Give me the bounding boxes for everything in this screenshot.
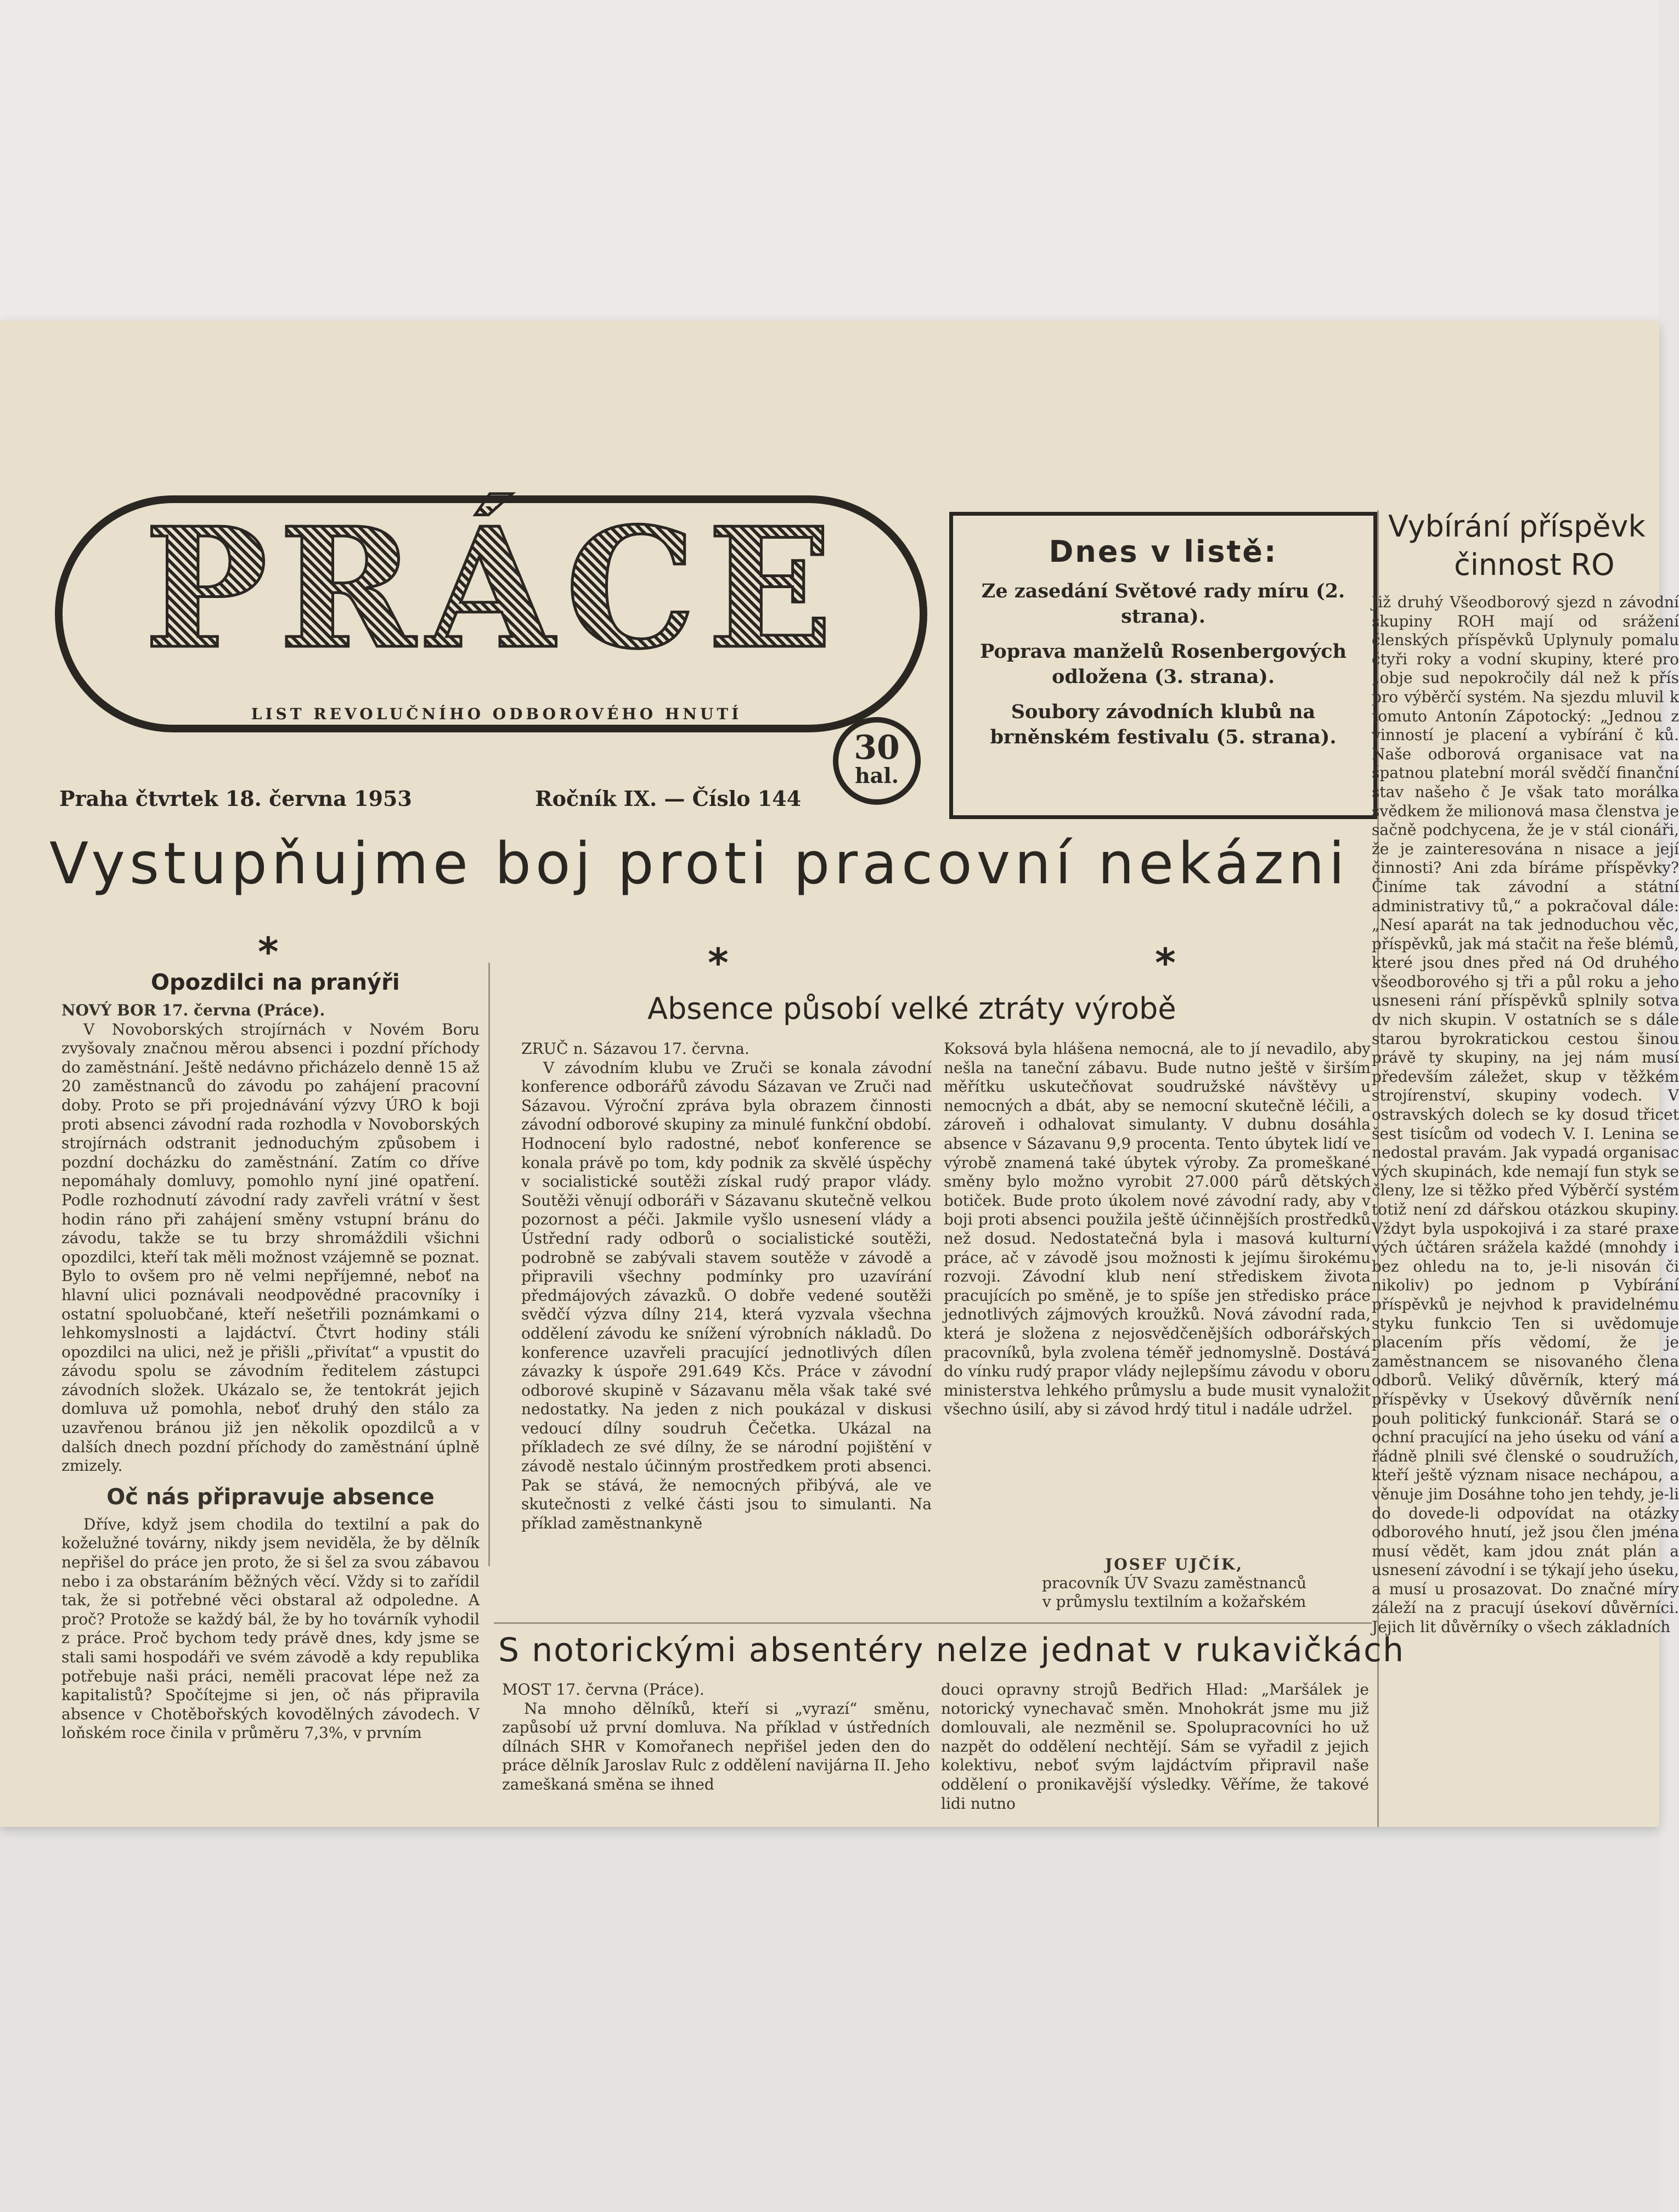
- center-article-text-b: Koksová byla hlášena nemocná, ale to jí nevadilo, aby nešla na taneční zábavu. Bude nutno ještě v širším měřítku uskutečňovat soudružské návštěvy u nemocných a dbát, aby se nemocní skutečně léčili, a zároveň i odhalovat simulanty. V dubnu dosáhla absence v Sázavanu 9,9 procenta. Tento úbytek lidí ve výrobě znamená také úbytek výroby. Za promeškané směny bylo možno vyrobit 27.000 párů dětských botiček. Bude proto úkolem nové závodní rady, aby v boji proti absenci použila ještě účinnějších prostředků než dosud. Nedostatečná byla i masová kulturní práce, ač v závodě jsou možnosti k jejímu širokému rozvoji. Závodní klub není střediskem života pracujících po směně, je to spíše jen středisko práce jednotlivých zájmových kroužků. Nová závodní rada, která je složena z nejosvědčenějších odborářských pracovníků, byla zvolena téměř jednomyslně. Dostává do vínku rudý prapor vlády nejlepšímu závodu v oboru ministerstva lehkého průmyslu a bude musit vynaložit všechno úsilí, aby si závod hrdý titul i nadále udržel.: [944, 1040, 1371, 1419]
- right-article-body: [1372, 593, 1679, 1827]
- table-background-top: [0, 0, 1659, 329]
- right-headline-line-2: činnost RO: [1454, 548, 1615, 582]
- contents-item: Ze zasedání Světové rady míru (2. strana).: [981, 580, 1345, 628]
- contents-box: [949, 512, 1377, 819]
- bottom-article-column-1: [502, 1680, 930, 1796]
- center-article-column-2: [944, 1040, 1371, 1506]
- author-role: v průmyslu textilním a kožařském: [1042, 1593, 1306, 1611]
- section-rule: [494, 1622, 1372, 1624]
- center-article-column-1: [521, 1040, 932, 1566]
- price-value: 30: [854, 729, 900, 767]
- masthead-subtitle: LIST REVOLUČNÍHO ODBOROVÉHO HNUTÍ: [251, 705, 742, 723]
- author-role: pracovník ÚV Svazu zaměstnanců: [1042, 1574, 1306, 1592]
- right-article-headline: [1388, 507, 1674, 584]
- left-article-dateline: NOVÝ BOR 17. června (Práce).: [61, 1001, 325, 1019]
- contents-item: Soubory závodních klubů na brněnském festivalu (5. strana).: [990, 701, 1337, 748]
- left-article-text: V Novoborských strojírnách v Novém Boru zvyšovaly značnou měrou absenci i pozdní příchody do zaměstnání. Ještě nedávno přicházelo denně 15 až 20 zaměstnanců do závodu po zahájení pracovní doby. Proto se při projednávání výzvy ÚRO k boji proti absenci závodní rada rozhodla v Novoborských strojírnách odstranit jednoduchým způsobem i pozdní docházku do zaměstnání. Zatím co dříve nepomáhaly domluvy, pomohlo nyní jiné opatření. Podle rozhodnutí závodní rady zavřeli vrátní v šest hodin ráno při zahájení směny vstupní bránu do závodu, takže se tu brzy shromáždili všichni opozdilci, kteří tak měli možnost vzájemně se poznat. Bylo to ovšem pro ně velmi nepříjemné, neboť na hlavní ulici poznávali neodpovědné pracovníky i ostatní spoluobčané, kteří nešetřili poznámkami o lehkomyslnosti a lajdáctví. Čtvrt hodiny stáli opozdilci na ulici, než je přišli „přivítat“ a vpustit do závodu spolu se závodním ředitelem zástupci závodních složek. Ukázalo se, že tentokrát jejich domluva už pomohla, neboť druhý den stálo za uzavřenou bránou již jen několik opozdilců a v dalších dnech pozdní příchody do zaměstnání úplně zmizely.: [61, 1020, 480, 1475]
- bottom-article-headline: S notorickými absentéry nelze jednat v rukavičkách: [498, 1631, 1405, 1669]
- center-article-headline: Absence působí velké ztráty výrobě: [647, 991, 1176, 1026]
- right-headline-line-1: Vybírání příspěvk: [1388, 509, 1646, 544]
- masthead-title: PRÁCE: [110, 506, 878, 671]
- bottom-article-text-b: douci opravny strojů Bedřich Hlad: „Maršálek je notorický vynechavač směn. Mnohokrát jsme mu již domlouvali, ale nezměnil se. Spolupracovníci ho už nazpět do oddělení nechtějí. Sám se vyřadil z jejich kolektivu, neboť svým lajdáctvím připravil naše oddělení o pronikavější výsledky. Věříme, že takové lidi nutno: [941, 1680, 1369, 1813]
- asterisk-ornament: *: [1155, 940, 1176, 986]
- column-rule: [488, 963, 490, 1566]
- right-article-text: Již druhý Všeodborový sjezd n závodní skupiny ROH mají od srážení členských příspěvků Uplynuly pomalu čtyři roky a vodní skupiny, které pro „obje sud nepokročily dál než k přís pro výběrčí systém. Na sjezdu mluvil k tomuto Antonín Zápotocký: „Jednou z vinností je placení a vybírání č ků. Naše odborová organisace vat na špatnou platební morál svědčí finanční stav našeho č Je však tato morálka svědkem že milionová masa členstva je sačně podchycena, že je v stál cionáři, že je zainteresována n nisace a její činnosti? Ani zda bíráme příspěvky? Činíme tak závodní a státní administrativy tů,“ a pokračoval dále: „Nesí aparát na tak jednoduchou věc, příspěvků, jak má stačit na řeše blémů, které jsou dnes před ná Od druhého všeodborového sj tři a půl roku a jeho usneseni rání příspěvků splnily sotva dv nich skupin. V ostatních se s dále starou byrokratickou cestou šinou právě ty skupiny, na jej nám musí především záležet, skup v těžkém strojírenství, skupiny vodech. V ostravských dolech se ky dosud třicet šest tisícům od vodech V. I. Lenina se nedostal pravám. Jak vypadá organisac vých skupinách, kde nemají fun styk se členy, lze si těžko před Výběrčí systém totiž není zd dářskou otázkou skupiny. Vždyt byla uspokojivá i za staré praxe vých účtáren srážela každé (mnohdy i bez ohledu na to, je-li nisován či nikoliv) po jednom p Vybírání příspěvků je nejvhod k pravidelnému styku funkcio Ten si uvědomuje placením přís vědomí, že je zaměstnancem se nisovaného člena odborů. Veliký důvěrník, který má příspěvky v Úsekový důvěrník není pouh politický funkcionář. Stará se o ochní pracující na jeho úseku od vání a řádně plnili své členské o soudružích, kteří ještě význam nisace nechápou, a věnuje jim Dosáhne toho jen tehdy, je-li do dovede-li odpovídat na otázky odborového hnutí, jež jsou člen jména musí vědět, kam jdou znát plán a usnesení závodní i se týkají jeho úseku, a musí u prosazovat. Do značné míry záleží na z pracují úsekoví důvěrníci. Jejich lit důvěrníky o všech základních: [1372, 593, 1679, 1637]
- left-article-headline: Opozdilci na pranýři: [151, 970, 400, 995]
- bottom-article-text-a: Na mnoho dělníků, kteří si „vyrazí“ směnu, zapůsobí už první domluva. Na příklad v ústředních dílnách SHR v Komořanech nepřišel jeden den do práce dělník Jaroslav Rulc z oddělení navijárna II. Jeho zameškaná směna se ihned: [502, 1699, 930, 1793]
- main-headline: Vystupňujme boj proti pracovní nekázni: [49, 830, 1349, 897]
- bottom-article-column-2: [941, 1680, 1369, 1813]
- bottom-article-dateline: MOST 17. června (Práce).: [502, 1680, 705, 1699]
- center-article-text-a: V závodním klubu ve Zruči se konala závodní konference odborářů závodu Sázavan ve Zruči nad Sázavou. Výroční zpráva byla obrazem činnosti závodní odborové skupiny za minulé funkční období. Hodnocení bylo radostné, neboť konference se konala právě po tom, kdy podnik za skvělé úspěchy v socialistické soutěži získal rudý prapor vlády. Soutěži věnují odboráři v Sázavanu skutečně velkou pozornost a péči. Jakmile vyšlo usnesení vlády a Ústřední rady odborů o socialistické soutěži, podrobně se zabývali stavem soutěže v závodě a připravili všechny podmínky pro uzavírání předmájových závazků. O dobře vedené soutěži svědčí výzva dílny 214, která vyzvala všechna oddělení závodu ke snížení výrobních nákladů. Do konference uzavřeli pracující jednotlivých dílen závazky k úspoře 291.649 Kčs. Práce v závodní odborové skupině v Sázavanu měla však také své nedostatky. Na jeden z nich poukázal v diskusi vedoucí dílny soudruh Čečetka. Ukázal na příkladech ze své dílny, že se národní pojištění v závodě nestalo účinným prostředkem proti absenci. Pak se stává, že nemocných přibývá, ale ve skutečnosti z velké části jsou to simulanti. Na příklad zaměstnankyně: [521, 1058, 932, 1532]
- author-signature: [1032, 1555, 1317, 1611]
- price-unit: hal.: [855, 763, 899, 788]
- contents-title: Dnes v listě:: [1049, 534, 1278, 569]
- asterisk-ornament: *: [708, 940, 729, 986]
- left-article-body: [61, 1001, 480, 1827]
- left-article-subheadline: Oč nás připravuje absence: [106, 1484, 435, 1510]
- issue-date: Praha čtvrtek 18. června 1953: [59, 786, 412, 811]
- issue-number: Ročník IX. — Číslo 144: [535, 786, 802, 811]
- price-badge: [833, 717, 921, 805]
- newspaper-page: [0, 321, 1679, 1827]
- author-name: JOSEF UJČÍK,: [1105, 1555, 1243, 1573]
- left-article-text-2: Dříve, když jsem chodila do textilní a pak do koželužné továrny, nikdy jsem neviděla, že by dělník nepřišel do práce jen proto, že si šel za svou zábavou nebo i za obstaráním běžných věcí. Vždy si to zařídil tak, že si potřebné věci obstaral až odpoledne. A proč? Protože se každý bál, že by ho továrník vyhodil z práce. Proč bychom tedy právě dnes, kdy jsme se stali sami hospodáři ve svém závodě a kdy republika potřebuje naši práci, neměli pracovat lépe než za kapitalistů? Spočítejme si jen, oč nás připravila absence v Chotěbořských kovodělných závodech. V loňském roce činila v průměru 7,3%, v prvním: [61, 1515, 480, 1742]
- table-background-bottom: [0, 1827, 1659, 2212]
- contents-item: Poprava manželů Rosenbergových odložena (3. strana).: [979, 640, 1347, 688]
- asterisk-ornament: *: [258, 929, 279, 975]
- center-article-dateline: ZRUČ n. Sázavou 17. června.: [521, 1040, 750, 1058]
